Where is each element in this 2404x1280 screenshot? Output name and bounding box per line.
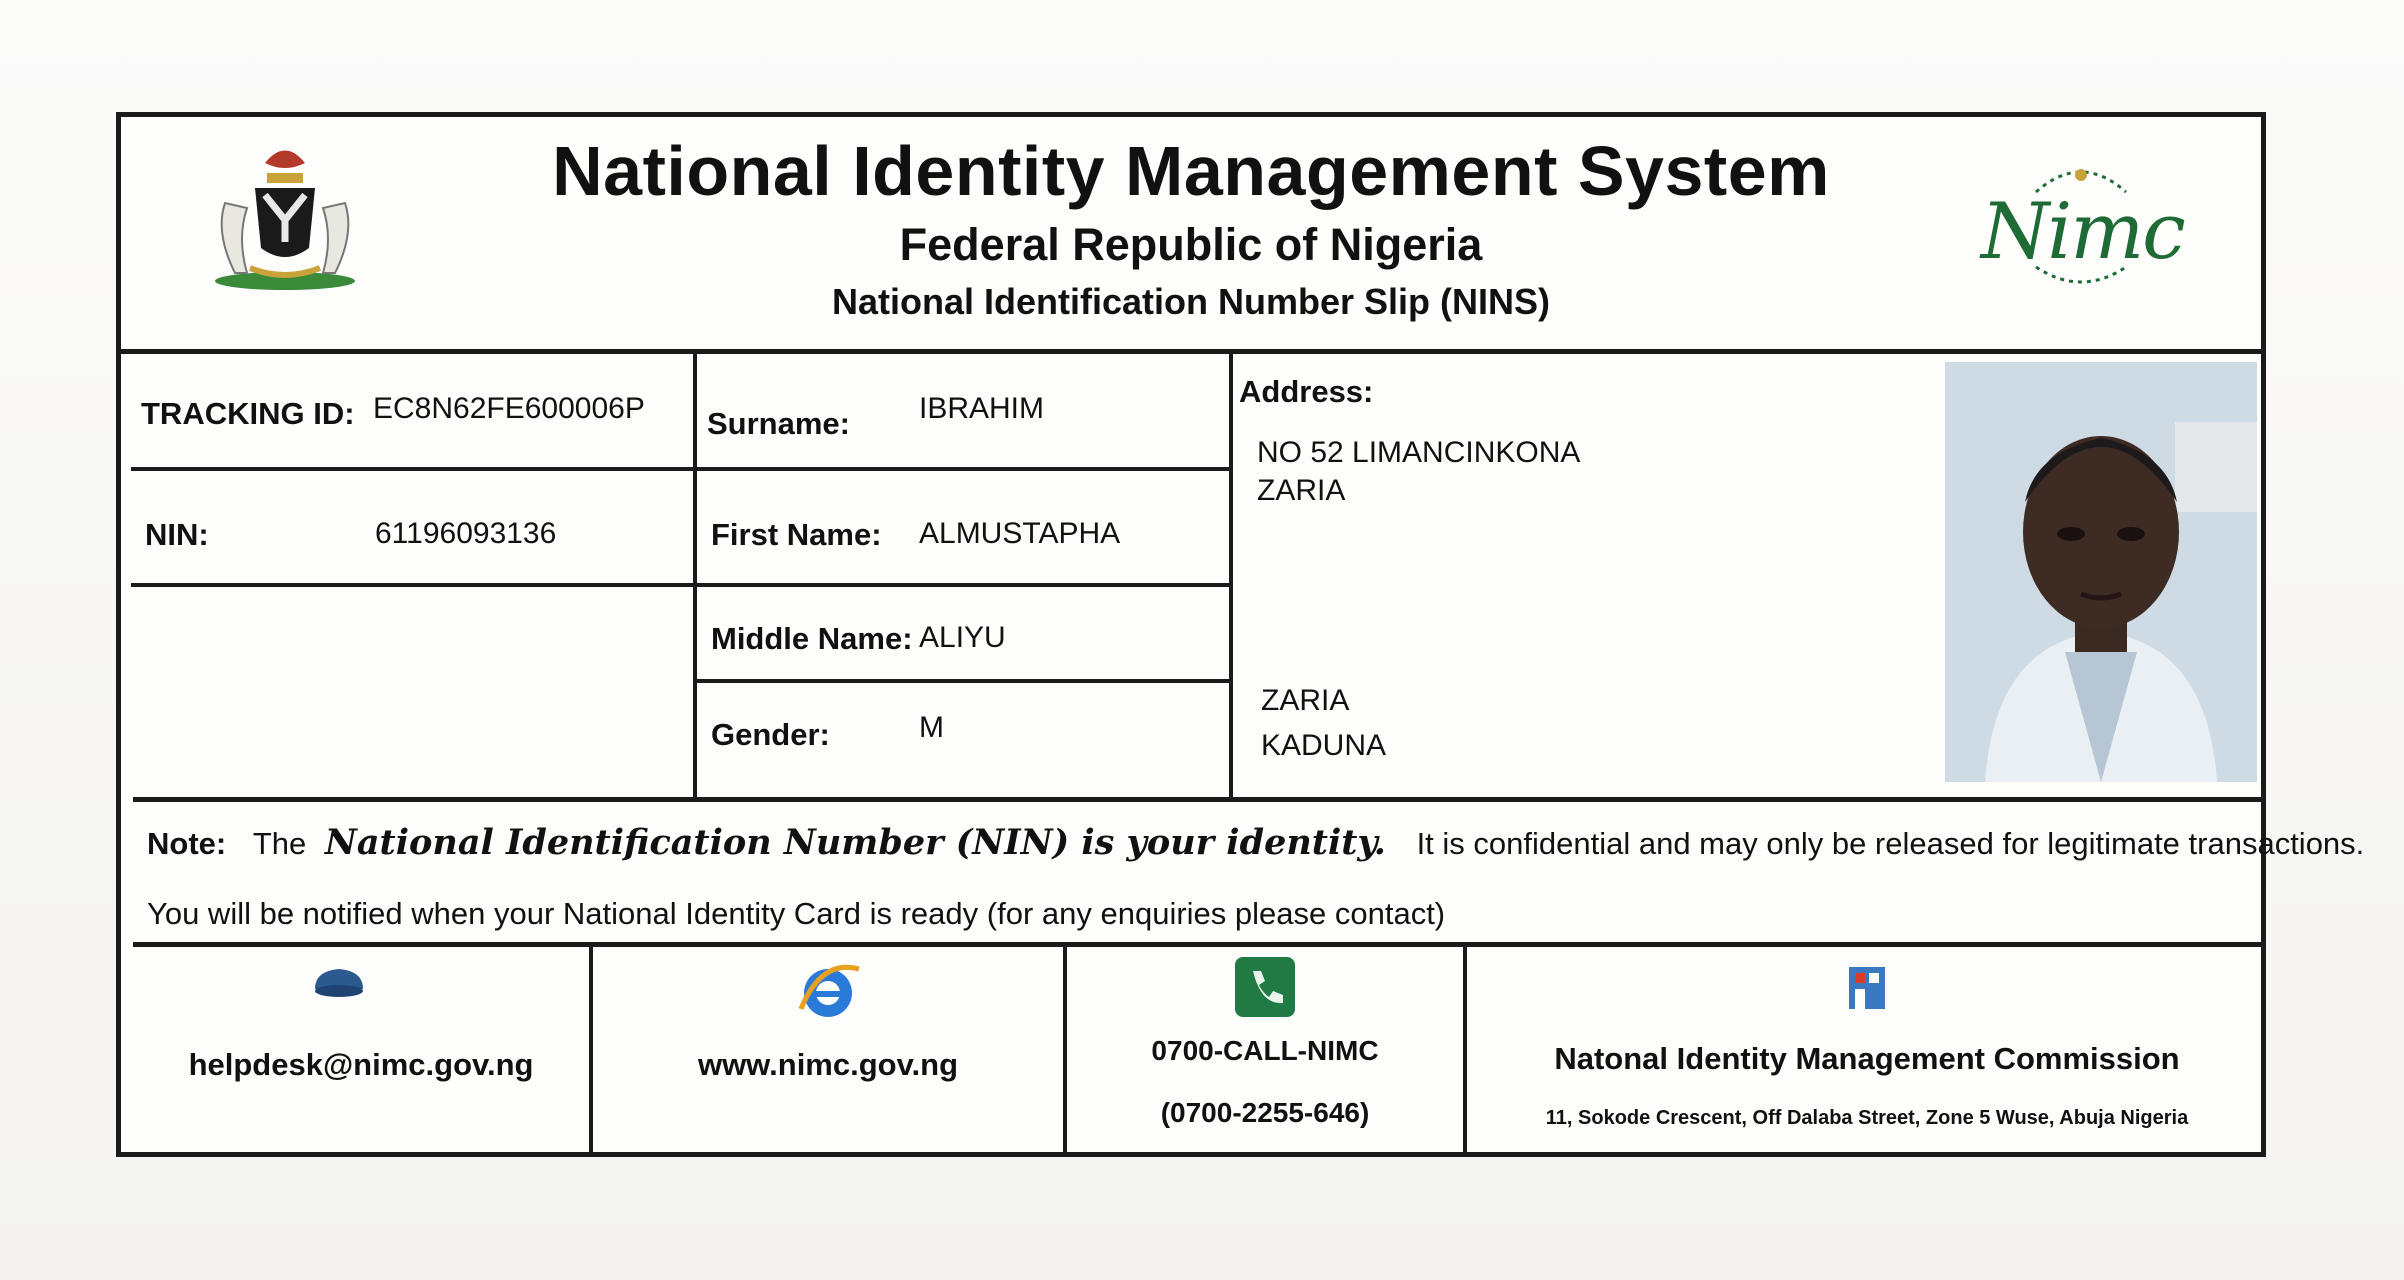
tracking-id-cell	[131, 354, 697, 471]
commission-address: 11, Sokode Crescent, Off Dalaba Street, Zone 5 Wuse, Abuja Nigeria	[1545, 1107, 2189, 1129]
address-line1: NO 52 LIMANCINKONA	[1257, 436, 1581, 469]
address-town: ZARIA	[1261, 684, 1350, 717]
note-emphasis: National Identification Number (NIN) is your identity.	[324, 822, 1386, 863]
gender-value: M	[919, 711, 944, 744]
note-prefix: The	[252, 826, 307, 861]
address-state: KADUNA	[1261, 729, 1387, 762]
website-text: www.nimc.gov.ng	[697, 1047, 959, 1082]
nimc-logo-text: Nimc	[1981, 187, 2184, 277]
building-icon	[1845, 963, 1889, 1013]
nin-label: NIN:	[145, 517, 209, 552]
note-section	[133, 797, 2365, 947]
phone-text: 0700-CALL-NIMC	[1151, 1035, 1379, 1066]
website-cell	[593, 947, 1067, 1152]
nin-value: 61196093136	[375, 517, 557, 550]
phone-cell	[1067, 947, 1467, 1152]
note-line-1	[147, 822, 2364, 863]
surname-cell	[693, 354, 1233, 471]
commission-cell	[1467, 947, 2267, 1152]
phone-icon	[1233, 955, 1297, 1019]
first-name-value: ALMUSTAPHA	[919, 517, 1121, 550]
system-title: National Identity Management System	[552, 132, 1830, 210]
email-cell	[133, 947, 593, 1152]
empty-cell	[131, 583, 697, 797]
note-rest: It is confidential and may only be released for legitimate transactions.	[1416, 826, 2365, 861]
surname-value: IBRAHIM	[919, 392, 1045, 425]
email-text: helpdesk@nimc.gov.ng	[188, 1047, 534, 1082]
gender-cell	[693, 679, 1233, 797]
first-name-label: First Name:	[711, 517, 882, 552]
address-line2: ZARIA	[1257, 474, 1346, 507]
note-label: Note:	[147, 826, 227, 861]
nin-cell	[131, 467, 697, 587]
nin-slip	[116, 112, 2365, 1157]
surname-label: Surname:	[707, 406, 850, 441]
holder-photo	[1945, 362, 2257, 782]
note-line-2: You will be notified when your National Identity Card is ready (for any enquiries please contact)	[147, 896, 1446, 931]
middle-name-value: ALIYU	[919, 621, 1006, 654]
middle-name-cell	[693, 583, 1233, 683]
slip-header	[121, 117, 2261, 354]
commission-name: Natonal Identity Management Commission	[1554, 1041, 2180, 1076]
gender-label: Gender:	[711, 717, 830, 752]
phone-numeric-text: (0700-2255-646)	[1160, 1097, 1370, 1128]
contact-footer	[133, 947, 2261, 1152]
internet-explorer-icon	[793, 957, 863, 1027]
tracking-id-value: EC8N62FE600006P	[373, 392, 645, 425]
tracking-id-label: TRACKING ID:	[141, 396, 355, 431]
mail-icon	[309, 961, 369, 1001]
first-name-cell	[693, 467, 1233, 587]
nimc-logo	[1981, 147, 2184, 297]
country-name: Federal Republic of Nigeria	[899, 219, 1483, 270]
person-portrait-icon	[1945, 362, 2257, 782]
slip-title: National Identification Number Slip (NINS)	[831, 281, 1551, 322]
address-label: Address:	[1239, 374, 1374, 409]
middle-name-label: Middle Name:	[711, 621, 913, 656]
